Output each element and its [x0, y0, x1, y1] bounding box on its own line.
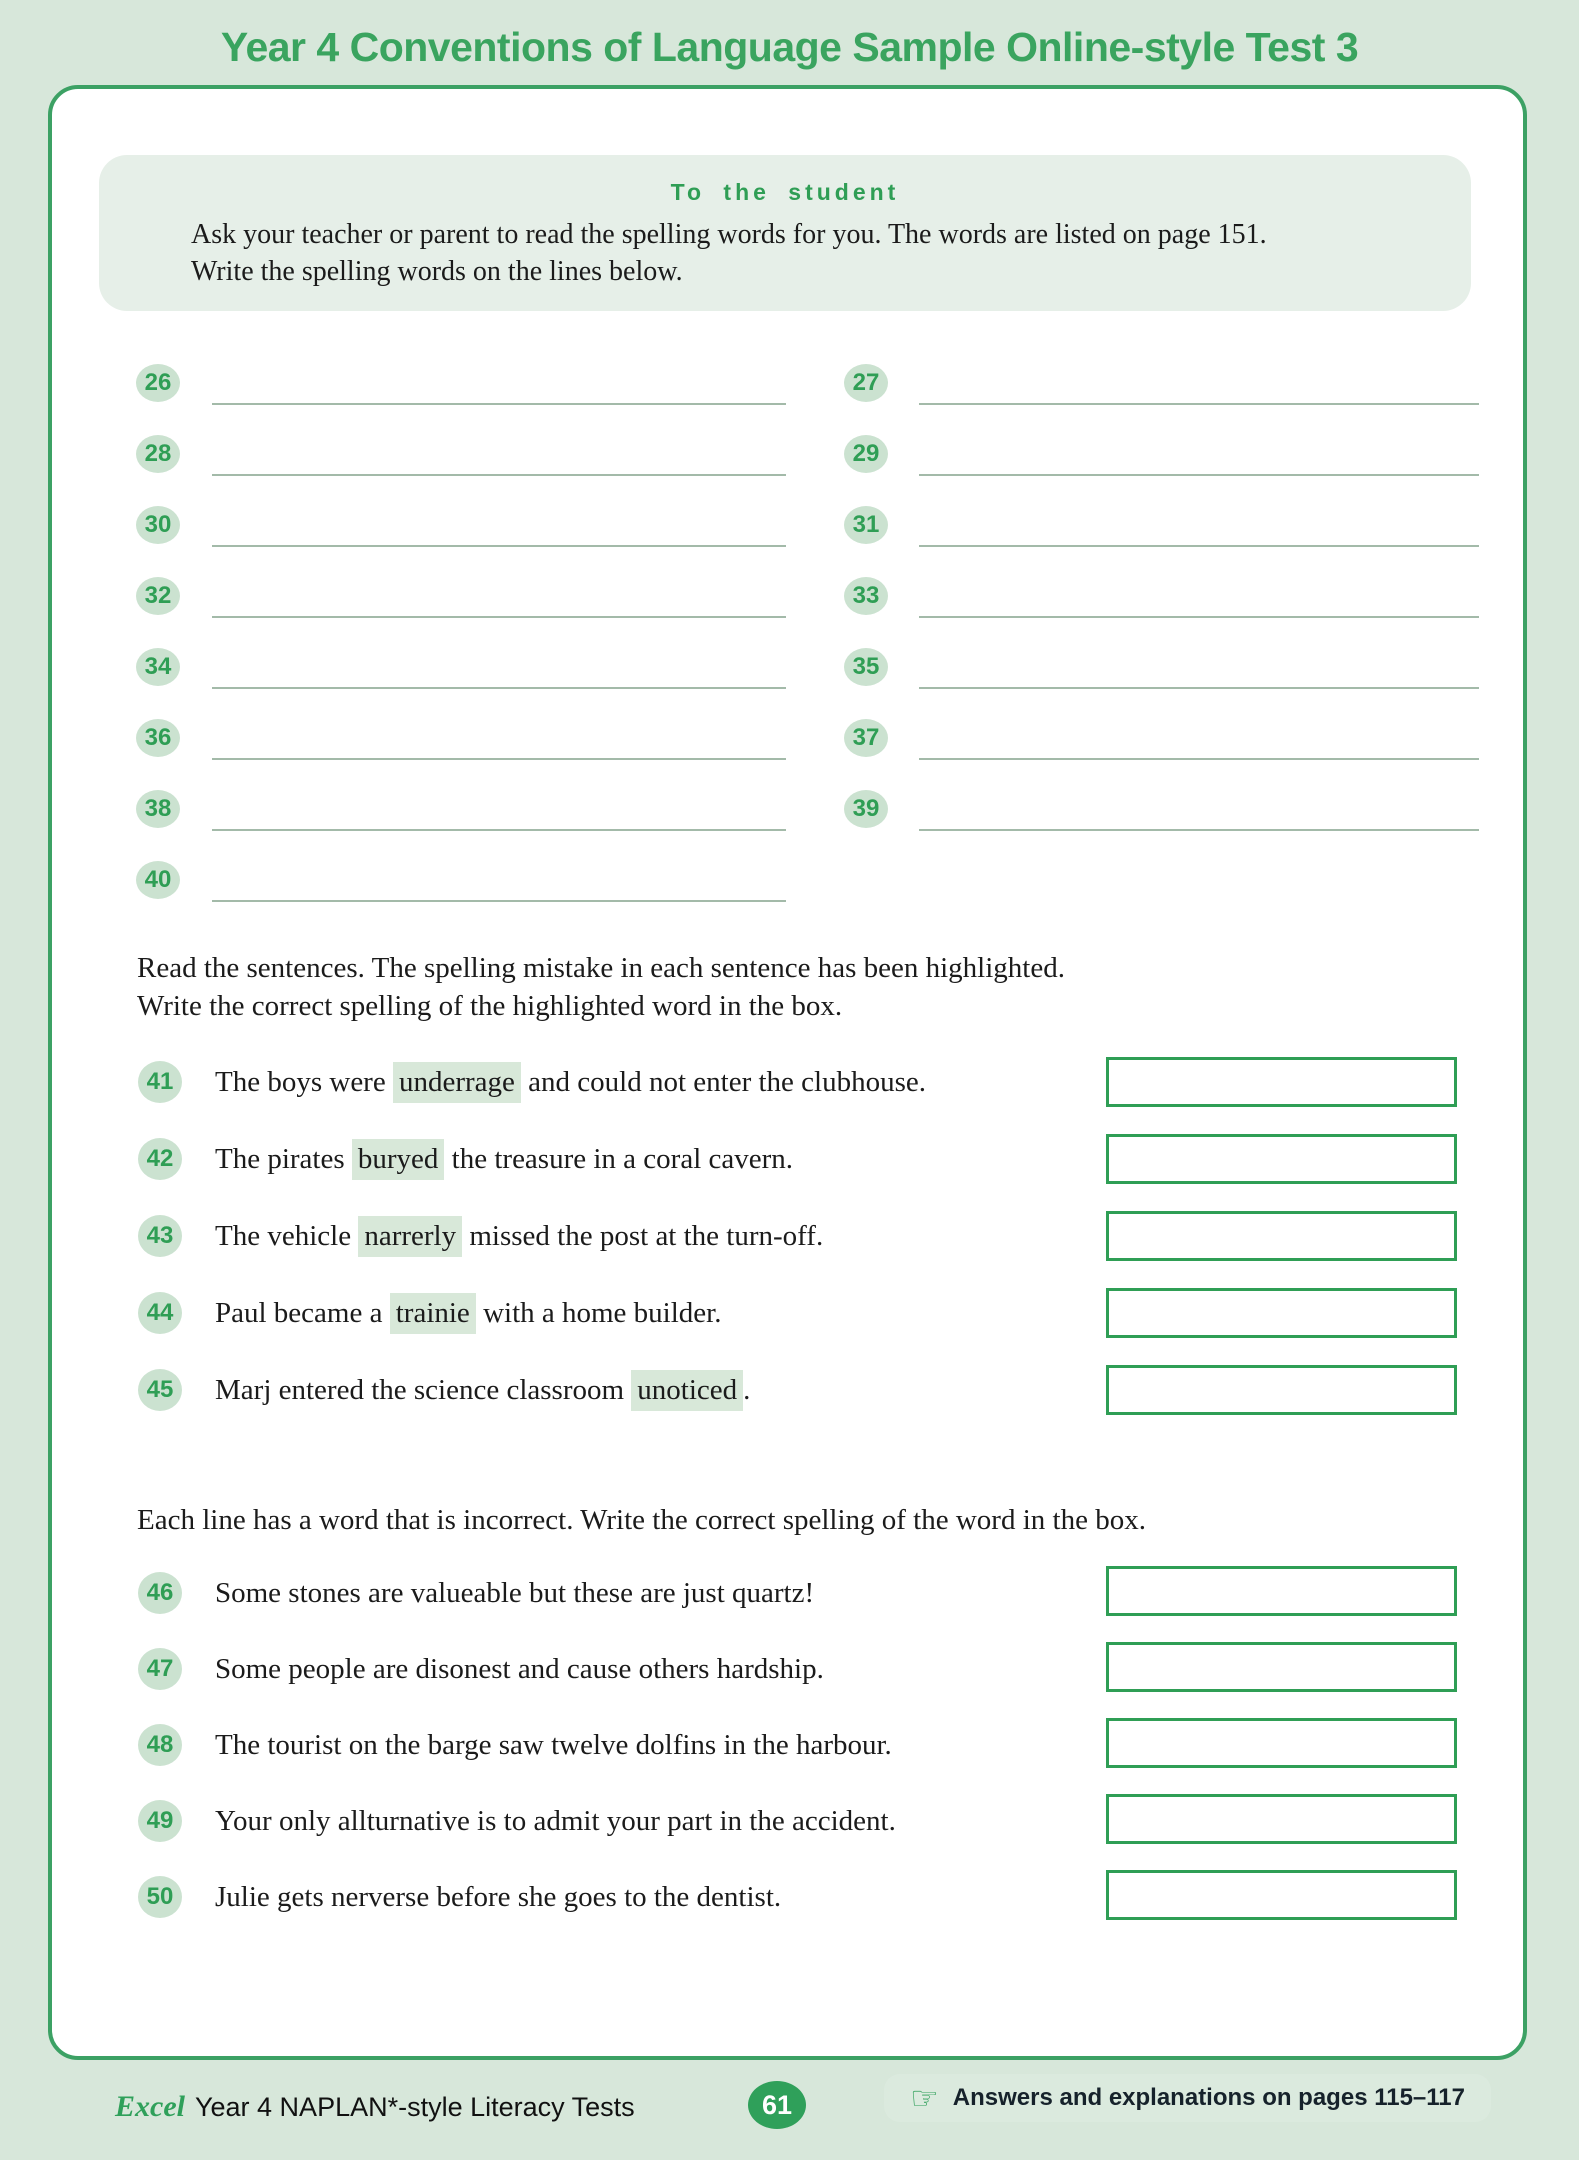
spelling-answer-line-37[interactable] — [919, 758, 1479, 760]
spelling-answer-line-38[interactable] — [212, 829, 786, 831]
question-number-badge: 38 — [136, 790, 180, 828]
answer-box-48[interactable] — [1106, 1718, 1457, 1768]
answers-note-text: Answers and explanations on pages 115–117 — [952, 2084, 1465, 2111]
question-49 — [138, 1799, 896, 1843]
question-number-badge: 36 — [136, 719, 180, 757]
spelling-row-39 — [844, 790, 1479, 828]
question-number-badge: 46 — [138, 1572, 182, 1614]
question-number-badge: 40 — [136, 861, 180, 899]
spelling-answer-line-33[interactable] — [919, 616, 1479, 618]
question-47 — [138, 1647, 824, 1691]
spelling-row-28 — [136, 435, 786, 473]
spelling-answer-line-39[interactable] — [919, 829, 1479, 831]
answer-box-45[interactable] — [1106, 1365, 1457, 1415]
answer-box-42[interactable] — [1106, 1134, 1457, 1184]
question-number-badge: 27 — [844, 364, 888, 402]
question-number-badge: 41 — [138, 1061, 182, 1103]
spelling-row-26 — [136, 364, 786, 402]
note-line1: Ask your teacher or parent to read the spelling words for you. The words are listed on page 151. — [191, 219, 1267, 250]
highlighted-word: trainie — [390, 1293, 476, 1334]
question-43 — [138, 1214, 823, 1258]
question-50 — [138, 1875, 781, 1919]
question-sentence: The tourist on the barge saw twelve dolfins in the harbour. — [215, 1728, 892, 1761]
spelling-row-34 — [136, 648, 786, 686]
spelling-answer-line-26[interactable] — [212, 403, 786, 405]
answers-reference-note — [884, 2074, 1491, 2122]
question-number-badge: 48 — [138, 1724, 182, 1766]
page-number-badge: 61 — [748, 2081, 806, 2129]
question-number-badge: 39 — [844, 790, 888, 828]
section1-instructions — [137, 949, 1065, 1025]
question-45 — [138, 1368, 750, 1412]
question-sentence: The pirates buryed the treasure in a coral cavern. — [215, 1143, 793, 1176]
spelling-answer-line-31[interactable] — [919, 545, 1479, 547]
question-42 — [138, 1137, 793, 1181]
question-number-badge: 30 — [136, 506, 180, 544]
question-number-badge: 44 — [138, 1292, 182, 1334]
answer-box-44[interactable] — [1106, 1288, 1457, 1338]
footer-series-title — [115, 2090, 635, 2124]
question-number-badge: 50 — [138, 1876, 182, 1918]
answer-box-50[interactable] — [1106, 1870, 1457, 1920]
spelling-row-30 — [136, 506, 786, 544]
answer-box-46[interactable] — [1106, 1566, 1457, 1616]
question-sentence: Some stones are valueable but these are just quartz! — [215, 1576, 815, 1609]
spelling-answer-line-35[interactable] — [919, 687, 1479, 689]
question-number-badge: 28 — [136, 435, 180, 473]
test-sheet — [48, 85, 1527, 2060]
spelling-row-29 — [844, 435, 1479, 473]
spelling-answer-line-30[interactable] — [212, 545, 786, 547]
spelling-row-40 — [136, 861, 786, 899]
spelling-row-31 — [844, 506, 1479, 544]
note-line2: Write the spelling words on the lines below. — [191, 256, 683, 287]
answer-box-47[interactable] — [1106, 1642, 1457, 1692]
question-number-badge: 43 — [138, 1215, 182, 1257]
question-number-badge: 26 — [136, 364, 180, 402]
highlighted-word: narrerly — [358, 1216, 462, 1257]
question-number-badge: 37 — [844, 719, 888, 757]
answer-box-49[interactable] — [1106, 1794, 1457, 1844]
spelling-row-33 — [844, 577, 1479, 615]
question-number-badge: 45 — [138, 1369, 182, 1411]
question-number-badge: 33 — [844, 577, 888, 615]
spelling-answer-line-32[interactable] — [212, 616, 786, 618]
question-46 — [138, 1571, 814, 1615]
spelling-column-right — [844, 364, 1479, 861]
spelling-row-32 — [136, 577, 786, 615]
question-number-badge: 29 — [844, 435, 888, 473]
series-title: Year 4 NAPLAN*-style Literacy Tests — [194, 2092, 635, 2122]
question-sentence: Paul became a trainie with a home builder. — [215, 1297, 721, 1330]
section2-instructions: Each line has a word that is incorrect. Write the correct spelling of the word in the box. — [137, 1504, 1146, 1536]
answer-box-41[interactable] — [1106, 1057, 1457, 1107]
spelling-answer-line-29[interactable] — [919, 474, 1479, 476]
question-number-badge: 49 — [138, 1800, 182, 1842]
spelling-row-27 — [844, 364, 1479, 402]
highlighted-word: unoticed — [631, 1370, 743, 1411]
question-number-badge: 32 — [136, 577, 180, 615]
question-number-badge: 31 — [844, 506, 888, 544]
spelling-answer-line-40[interactable] — [212, 900, 786, 902]
spelling-answer-line-28[interactable] — [212, 474, 786, 476]
section1-instruction-line2: Write the correct spelling of the highlighted word in the box. — [137, 990, 843, 1022]
spelling-row-38 — [136, 790, 786, 828]
question-number-badge: 35 — [844, 648, 888, 686]
section1-instruction-line1: Read the sentences. The spelling mistake in each sentence has been highlighted. — [137, 952, 1065, 984]
question-sentence: Some people are disonest and cause others hardship. — [215, 1652, 824, 1685]
spelling-answer-line-27[interactable] — [919, 403, 1479, 405]
question-sentence: Marj entered the science classroom unoticed . — [215, 1374, 750, 1407]
page-title: Year 4 Conventions of Language Sample Online-style Test 3 — [220, 24, 1359, 70]
spelling-column-left — [136, 364, 786, 932]
question-number-badge: 42 — [138, 1138, 182, 1180]
answer-box-43[interactable] — [1106, 1211, 1457, 1261]
excel-brand-logo: Excel — [115, 2090, 185, 2123]
question-sentence: Julie gets nerverse before she goes to the dentist. — [215, 1880, 782, 1913]
spelling-row-37 — [844, 719, 1479, 757]
spelling-row-36 — [136, 719, 786, 757]
note-heading: To the student — [670, 179, 900, 205]
highlighted-word: buryed — [352, 1139, 445, 1180]
note-paragraph — [191, 216, 1471, 290]
question-sentence: The vehicle narrerly missed the post at the turn-off. — [215, 1220, 823, 1253]
question-48 — [138, 1723, 892, 1767]
spelling-answer-line-34[interactable] — [212, 687, 786, 689]
highlighted-word: underrage — [393, 1062, 521, 1103]
question-sentence: Your only allturnative is to admit your part in the accident. — [215, 1804, 896, 1837]
pointing-hand-icon: ☞ — [910, 2079, 939, 2117]
question-number-badge: 34 — [136, 648, 180, 686]
question-44 — [138, 1291, 721, 1335]
spelling-answer-line-36[interactable] — [212, 758, 786, 760]
question-sentence: The boys were underrage and could not enter the clubhouse. — [215, 1066, 926, 1099]
question-number-badge: 47 — [138, 1648, 182, 1690]
to-the-student-panel — [99, 155, 1471, 311]
question-41 — [138, 1060, 926, 1104]
spelling-row-35 — [844, 648, 1479, 686]
